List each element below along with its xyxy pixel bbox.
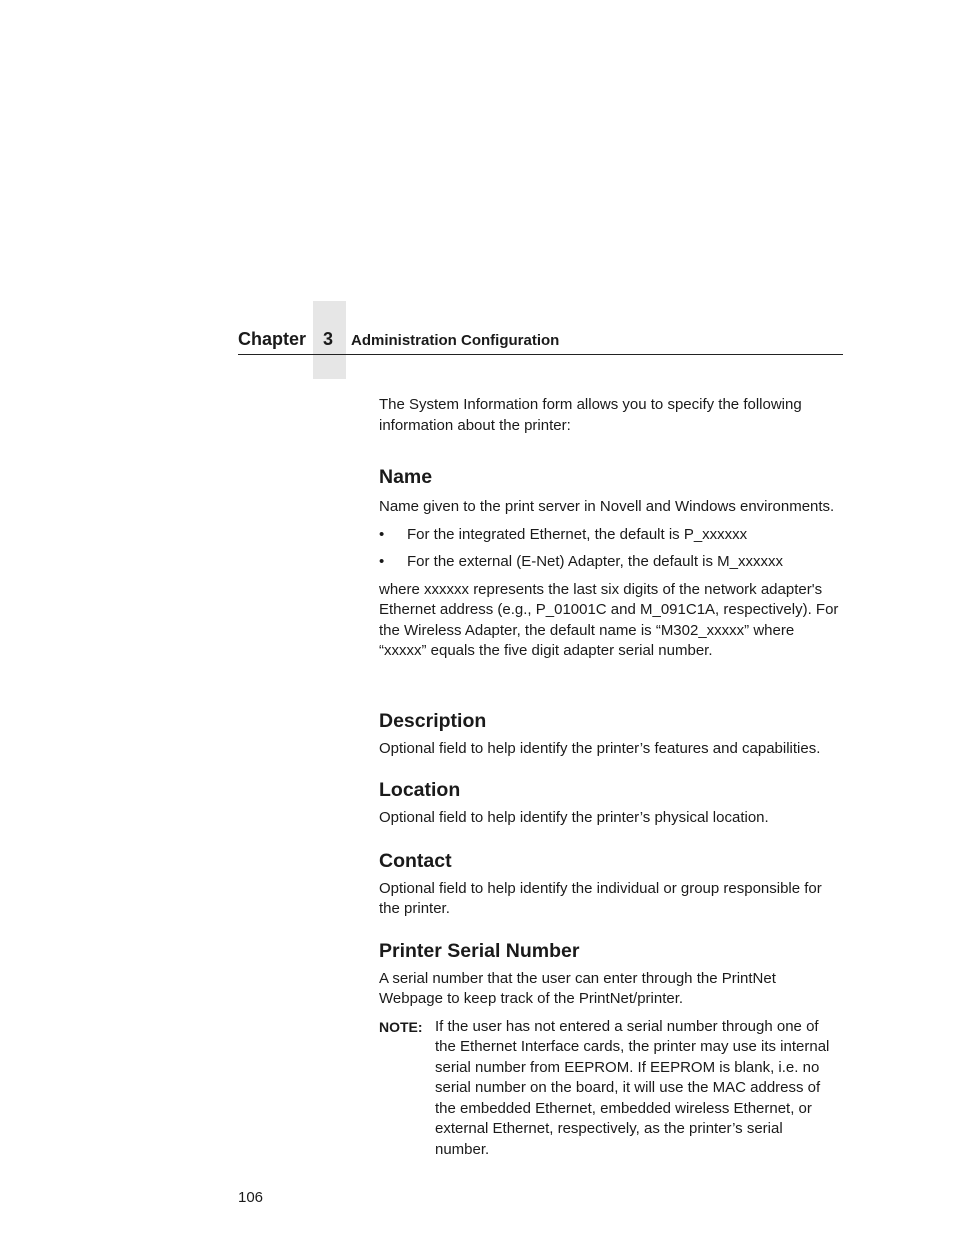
location-paragraph: Optional field to help identify the printer’s physical location.	[379, 809, 769, 826]
name-bullet-integrated	[379, 525, 841, 546]
bullet-icon: •	[379, 525, 385, 543]
page-content	[379, 395, 841, 1160]
serial-paragraph: A serial number that the user can enter through the PrintNet Webpage to keep track of the PrintNet/printer.	[379, 969, 776, 1007]
description-paragraph: Optional field to help identify the printer’s features and capabilities.	[379, 739, 821, 757]
bullet-text: For the external (E-Net) Adapter, the default is M_xxxxxx	[407, 553, 783, 570]
note-text: If the user has not entered a serial number through one of the Ethernet Interface cards, the printer may use its internal serial number from EEPROM. If EEPROM is blank, i.e. no serial number on the board, it will use the MAC address of the embedded Ethernet, embedded wireless Ethernet, or external Ethernet, respectively, as the printer’s serial number.	[435, 1017, 830, 1158]
chapter-label: Chapter	[238, 329, 307, 349]
name-bullet-external	[379, 552, 841, 573]
name-after-paragraph: where xxxxxx represents the last six digits of the network adapter's Ethernet address (e.g., P_01001C and M_091C1A, respectively). For the Wireless Adapter, the default name is “M302_xxxxx” where “xxxxx” equals the five digit adapter serial number.	[379, 580, 839, 659]
header-rule	[238, 354, 843, 355]
intro-paragraph: The System Information form allows you to specify the following information about the printer:	[379, 396, 802, 434]
chapter-title: Administration Configuration	[351, 332, 560, 349]
note-label: NOTE:	[379, 1018, 423, 1035]
bullet-icon: •	[379, 553, 385, 570]
bullet-text: For the integrated Ethernet, the default is P_xxxxxx	[407, 525, 748, 543]
contact-heading: Contact	[379, 849, 452, 872]
description-heading: Description	[379, 709, 487, 732]
name-paragraph: Name given to the print server in Novell and Windows environments.	[379, 498, 835, 515]
location-heading: Location	[379, 779, 461, 801]
serial-heading: Printer Serial Number	[379, 939, 580, 962]
contact-paragraph: Optional field to help identify the individual or group responsible for the printer.	[379, 879, 822, 917]
page-number: 106	[238, 1189, 264, 1206]
chapter-number: 3	[322, 329, 333, 349]
name-heading: Name	[379, 466, 433, 488]
serial-note	[379, 1017, 841, 1161]
